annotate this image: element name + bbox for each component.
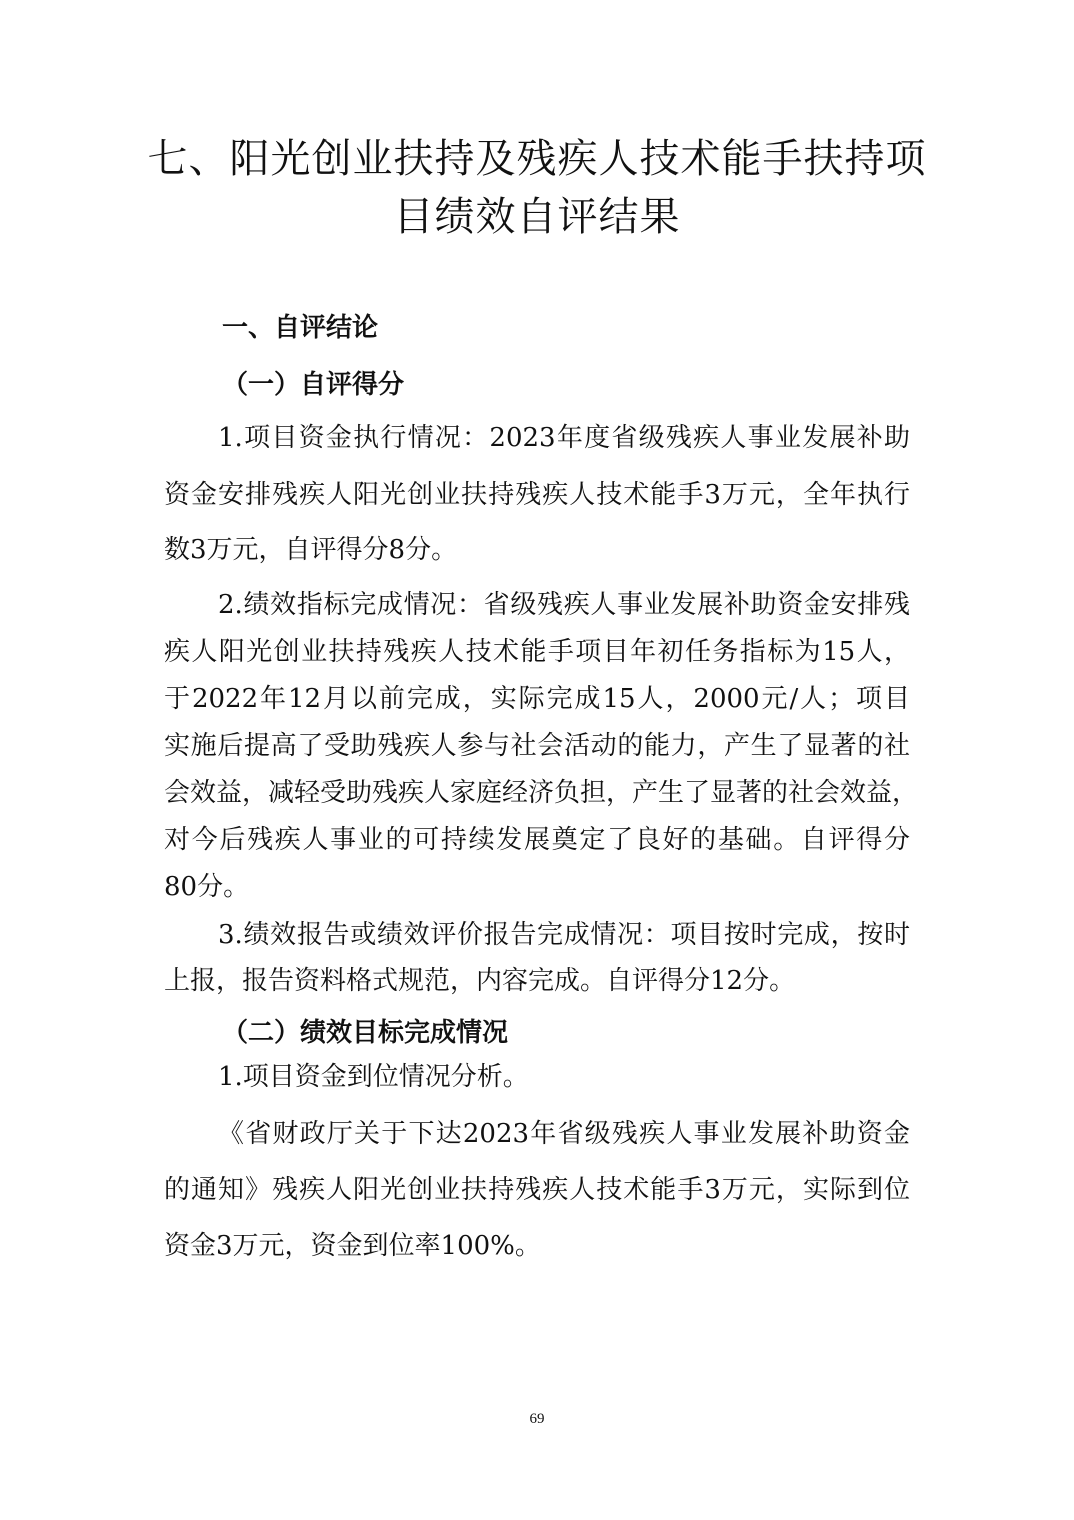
paragraph-1-line-3: 数3万元，自评得分8分。 [164,535,458,565]
paragraph-2-line-7: 80分。 [164,872,250,902]
paragraph-2-line-2: 疾人阳光创业扶持残疾人技术能手项目年初任务指标为15人， [164,637,910,667]
paragraph-2-line-4: 实施后提高了受助残疾人参与社会活动的能力，产生了显著的社 [164,731,910,761]
paragraph-2-line-1: 2.绩效指标完成情况：省级残疾人事业发展补助资金安排残 [218,590,910,620]
paragraph-3-line-1: 3.绩效报告或绩效评价报告完成情况：项目按时完成，按时 [218,920,910,950]
section-heading-self-evaluation-conclusion: 一、自评结论 [222,313,379,343]
page-number: 69 [529,1411,545,1427]
subsection-heading-self-score: （一）自评得分 [222,370,405,400]
paragraph-4-line-1: 1.项目资金到位情况分析。 [218,1062,529,1092]
subsection-heading-performance-goals: （二）绩效目标完成情况 [222,1018,509,1048]
paragraph-2-line-3: 于2022年12月以前完成，实际完成15人，2000元/人；项目 [164,684,910,714]
paragraph-5-line-1: 《省财政厅关于下达2023年省级残疾人事业发展补助资金 [218,1119,910,1149]
title-line-1: 七、阳光创业扶持及残疾人技术能手扶持项 [147,136,927,182]
paragraph-2-line-6: 对今后残疾人事业的可持续发展奠定了良好的基础。自评得分 [164,825,910,855]
title-line-2: 目绩效自评结果 [393,194,681,240]
page-title [140,130,934,246]
paragraph-3-line-2: 上报，报告资料格式规范，内容完成。自评得分12分。 [164,966,796,996]
paragraph-5-line-2: 的通知》残疾人阳光创业扶持残疾人技术能手3万元，实际到位 [164,1175,910,1205]
paragraph-5-line-3: 资金3万元，资金到位率100%。 [164,1231,541,1261]
paragraph-1-line-1: 1.项目资金执行情况：2023年度省级残疾人事业发展补助 [218,423,910,453]
paragraph-2-line-5: 会效益，减轻受助残疾人家庭经济负担，产生了显著的社会效益， [164,778,919,808]
paragraph-1-line-2: 资金安排残疾人阳光创业扶持残疾人技术能手3万元，全年执行 [164,480,910,510]
